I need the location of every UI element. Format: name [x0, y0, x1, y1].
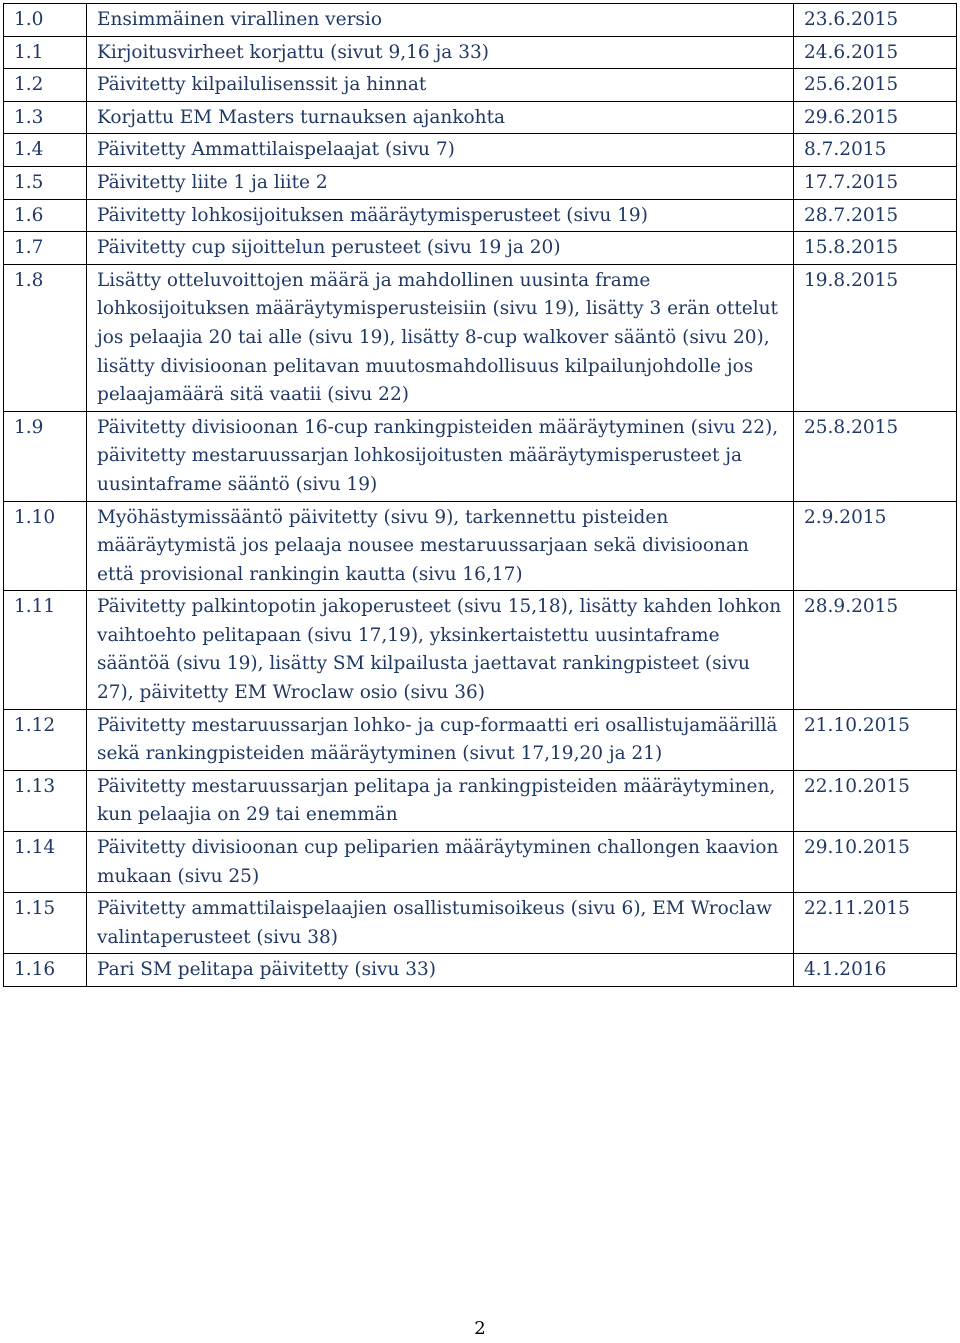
- description-cell: Päivitetty kilpailulisenssit ja hinnat: [87, 69, 794, 102]
- table-row: [4, 101, 957, 134]
- version-cell: 1.7: [4, 232, 87, 265]
- date-cell: 2.9.2015: [794, 501, 957, 591]
- date-cell: 25.8.2015: [794, 411, 957, 501]
- version-cell: 1.13: [4, 770, 87, 831]
- revision-table-body: [4, 4, 957, 987]
- table-row: [4, 134, 957, 167]
- version-cell: 1.1: [4, 36, 87, 69]
- version-cell: 1.16: [4, 954, 87, 987]
- description-cell: Päivitetty lohkosijoituksen määräytymisperusteet (sivu 19): [87, 199, 794, 232]
- version-cell: 1.4: [4, 134, 87, 167]
- version-cell: 1.12: [4, 709, 87, 770]
- table-row: [4, 232, 957, 265]
- date-cell: 17.7.2015: [794, 166, 957, 199]
- table-row: [4, 893, 957, 954]
- description-cell: Lisätty otteluvoittojen määrä ja mahdollinen uusinta frame lohkosijoituksen määräytymisperusteisiin (sivu 19), lisätty 3 erän ottelut jos pelaajia 20 tai alle (sivu 19), lisätty 8-cup walkover sääntö (sivu 20), lisätty divisioonan pelitavan muutosmahdollisuus kilpailunjohdolle jos pelaajamäärä sitä vaatii (sivu 22): [87, 264, 794, 411]
- revision-history-table: [3, 3, 957, 987]
- description-cell: Päivitetty divisioonan cup peliparien määräytyminen challongen kaavion mukaan (sivu 25): [87, 832, 794, 893]
- description-cell: Päivitetty divisioonan 16-cup rankingpisteiden määräytyminen (sivu 22), päivitetty mestaruussarjan lohkosijoitusten määräytymisperusteet ja uusintaframe sääntö (sivu 19): [87, 411, 794, 501]
- date-cell: 28.7.2015: [794, 199, 957, 232]
- date-cell: 24.6.2015: [794, 36, 957, 69]
- table-row: [4, 69, 957, 102]
- version-cell: 1.6: [4, 199, 87, 232]
- description-cell: Päivitetty mestaruussarjan pelitapa ja rankingpisteiden määräytyminen, kun pelaajia on 29 tai enemmän: [87, 770, 794, 831]
- table-row: [4, 4, 957, 37]
- table-row: [4, 36, 957, 69]
- version-cell: 1.11: [4, 591, 87, 709]
- page-number: 2: [474, 1318, 486, 1339]
- table-row: [4, 166, 957, 199]
- version-cell: 1.3: [4, 101, 87, 134]
- table-row: [4, 954, 957, 987]
- date-cell: 8.7.2015: [794, 134, 957, 167]
- date-cell: 23.6.2015: [794, 4, 957, 37]
- date-cell: 4.1.2016: [794, 954, 957, 987]
- description-cell: Päivitetty cup sijoittelun perusteet (sivu 19 ja 20): [87, 232, 794, 265]
- description-cell: Pari SM pelitapa päivitetty (sivu 33): [87, 954, 794, 987]
- date-cell: 21.10.2015: [794, 709, 957, 770]
- date-cell: 29.6.2015: [794, 101, 957, 134]
- description-cell: Päivitetty mestaruussarjan lohko- ja cup-formaatti eri osallistujamäärillä sekä rankingpisteiden määräytyminen (sivut 17,19,20 ja 21): [87, 709, 794, 770]
- date-cell: 19.8.2015: [794, 264, 957, 411]
- table-row: [4, 832, 957, 893]
- description-cell: Myöhästymissääntö päivitetty (sivu 9), tarkennettu pisteiden määräytymistä jos pelaaja nousee mestaruussarjaan sekä divisioonan että provisional rankingin kautta (sivu 16,17): [87, 501, 794, 591]
- table-row: [4, 770, 957, 831]
- description-cell: Ensimmäinen virallinen versio: [87, 4, 794, 37]
- date-cell: 29.10.2015: [794, 832, 957, 893]
- date-cell: 22.10.2015: [794, 770, 957, 831]
- version-cell: 1.0: [4, 4, 87, 37]
- date-cell: 28.9.2015: [794, 591, 957, 709]
- version-cell: 1.10: [4, 501, 87, 591]
- date-cell: 22.11.2015: [794, 893, 957, 954]
- version-cell: 1.5: [4, 166, 87, 199]
- date-cell: 15.8.2015: [794, 232, 957, 265]
- table-row: [4, 709, 957, 770]
- description-cell: Päivitetty Ammattilaispelaajat (sivu 7): [87, 134, 794, 167]
- description-cell: Kirjoitusvirheet korjattu (sivut 9,16 ja 33): [87, 36, 794, 69]
- version-cell: 1.9: [4, 411, 87, 501]
- table-row: [4, 411, 957, 501]
- description-cell: Korjattu EM Masters turnauksen ajankohta: [87, 101, 794, 134]
- table-row: [4, 199, 957, 232]
- table-row: [4, 591, 957, 709]
- version-cell: 1.15: [4, 893, 87, 954]
- version-cell: 1.14: [4, 832, 87, 893]
- description-cell: Päivitetty palkintopotin jakoperusteet (sivu 15,18), lisätty kahden lohkon vaihtoehto pelitapaan (sivu 17,19), yksinkertaistettu uusintaframe sääntöä (sivu 19), lisätty SM kilpailusta jaettavat rankingpisteet (sivu 27), päivitetty EM Wroclaw osio (sivu 36): [87, 591, 794, 709]
- table-row: [4, 501, 957, 591]
- description-cell: Päivitetty liite 1 ja liite 2: [87, 166, 794, 199]
- version-cell: 1.2: [4, 69, 87, 102]
- description-cell: Päivitetty ammattilaispelaajien osallistumisoikeus (sivu 6), EM Wroclaw valintaperusteet (sivu 38): [87, 893, 794, 954]
- date-cell: 25.6.2015: [794, 69, 957, 102]
- table-row: [4, 264, 957, 411]
- version-cell: 1.8: [4, 264, 87, 411]
